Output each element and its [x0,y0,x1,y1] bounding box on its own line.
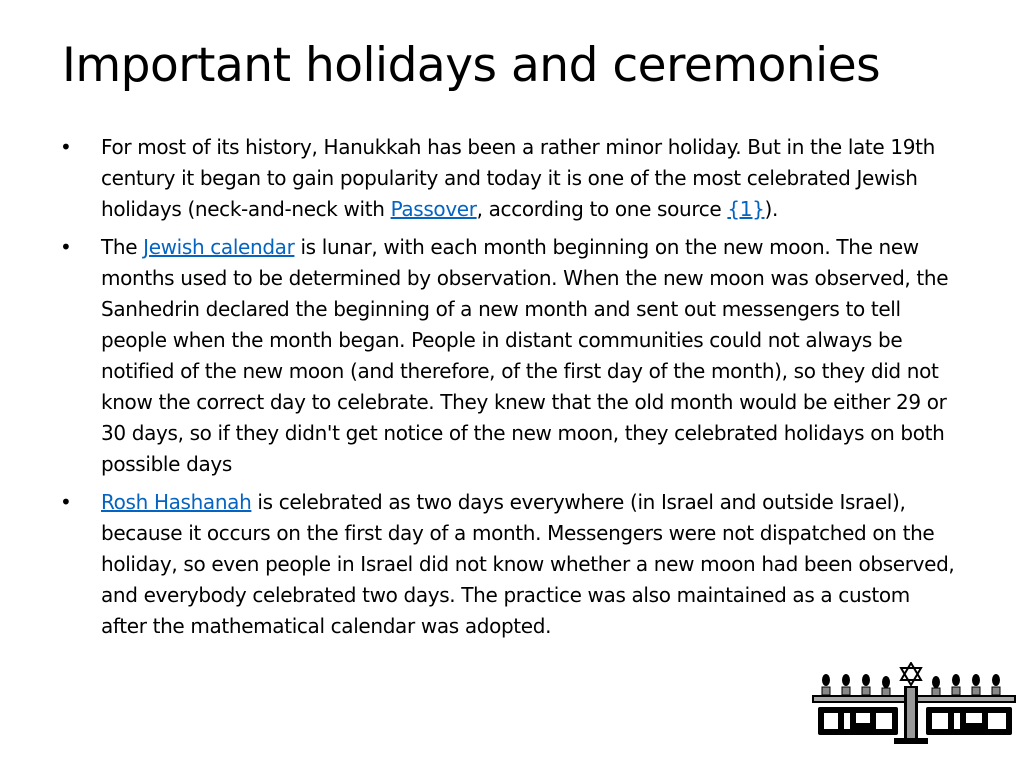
bullet-icon: • [60,490,72,514]
bullet-text: is lunar, with each month beginning on the new moon. The new months used to be determined by observation. When the new moon was observed, the Sanhedrin declared the beginning of a new month and sent out messengers to tell people when the month began. People in distant communities could not always be notified of the new moon (and therefore, of the first day of the month), so they did not know the correct day to celebrate. They knew that the old month would be either 29 or 30 days, so if they didn't get notice of the new moon, they celebrated holidays on both possible days [101,235,949,476]
bullet-text: The [101,235,144,259]
bullet-item-jewish-calendar [60,232,960,480]
bullet-item-hanukkah [60,132,960,225]
bullet-text: , according to one source [476,197,728,221]
bullet-text: ). [764,197,778,221]
jewish-calendar-link[interactable]: Jewish calendar [143,235,295,259]
bullet-item-rosh-hashanah [60,487,960,642]
bullet-text: is celebrated as two days everywhere (in Israel and outside Israel), because it occurs on the first day of a month. Messengers were not dispatched on the holiday, so even people in Israel did not know whether a new moon had been observed, and everybody celebrated two days. The practice was also maintained as a custom after the mathematical calendar was adopted. [101,490,955,638]
passover-link[interactable]: Passover [390,197,477,221]
bullet-text: For most of its history, Hanukkah has been a rather minor holiday. But in the late 19th century it began to gain popularity and today it is one of the most celebrated Jewish holidays (neck-and-neck with [101,135,935,221]
menorah-shalom-logo-icon [808,662,1020,746]
bullet-icon: • [60,235,72,259]
rosh-hashanah-link[interactable]: Rosh Hashanah [101,490,252,514]
bullet-icon: • [60,135,72,159]
slide-title: Important holidays and ceremonies [62,38,881,93]
bullet-list [60,132,960,649]
source-reference-link[interactable]: {1} [727,197,765,221]
